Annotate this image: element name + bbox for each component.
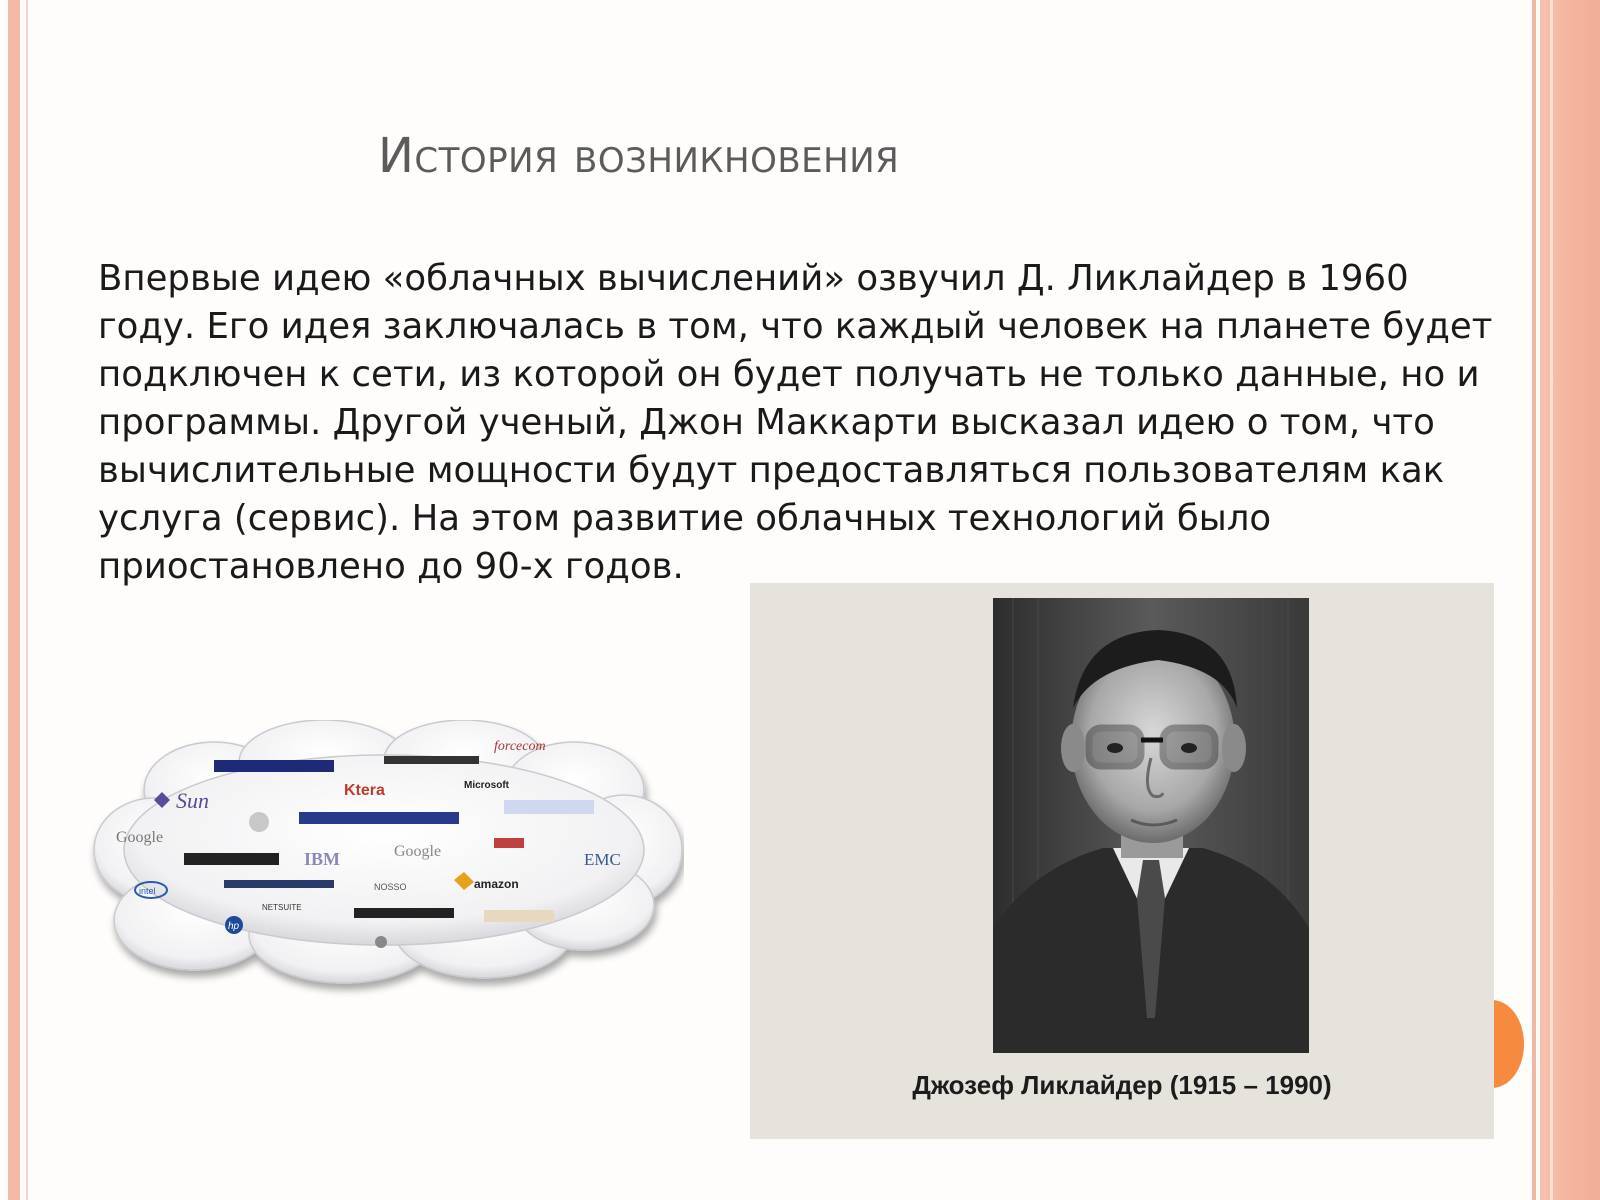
logo-microsoft: Microsoft: [464, 780, 509, 791]
logo-netsuite: NETSUITE: [262, 903, 302, 912]
portrait-photo: [993, 598, 1309, 1053]
right-frame-highlight: [1550, 0, 1553, 1200]
logo-amazon: amazon: [474, 877, 519, 891]
logo-intel: intel: [139, 886, 156, 896]
right-frame-line: [1532, 0, 1536, 1200]
logo-google-1: Google: [116, 829, 164, 846]
left-frame-line: [26, 0, 28, 1200]
cloud-logos-image: [84, 720, 684, 1000]
photo-caption: Джозеф Ликлайдер (1915 – 1990): [912, 1070, 1332, 1100]
left-frame-bar: [8, 0, 20, 1200]
logo-google-2: Google: [394, 843, 442, 860]
svg-text:forcecom: forcecom: [494, 739, 546, 754]
logo-sun: Sun: [176, 788, 209, 813]
logo-ibm: IBM: [304, 849, 340, 869]
logo-emc: EMC: [584, 850, 621, 869]
logo-hp: hp: [228, 921, 240, 932]
slide-title: История возникновения: [378, 128, 900, 184]
logo-ktera: Ktera: [344, 782, 385, 799]
right-frame-band: [1540, 0, 1600, 1200]
body-paragraph: Впервые идею «облачных вычислений» озвучил Д. Ликлайдер в 1960 году. Его идея заключалась в том, что каждый человек на планете будет подключен к сети, из которой он будет получать не только данные, но и программы. Другой ученый, Джон Маккарти высказал идею о том, что вычислительные мощности будут предоставляться пользователям как услуга (сервис). На этом развитие облачных технологий было приостановлено до 90-х годов.: [98, 258, 1493, 587]
logo-nosso: NOSSO: [374, 882, 407, 892]
